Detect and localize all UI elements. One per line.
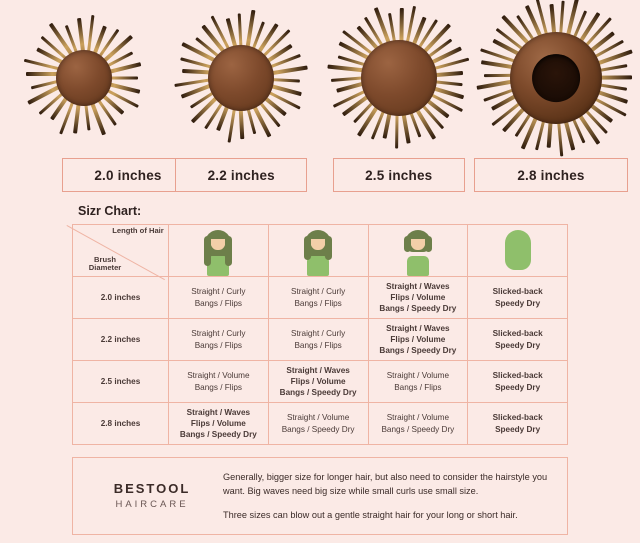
cell-r3-c1 — [268, 403, 368, 445]
very-short-hair-icon — [498, 228, 538, 276]
size-label-text: 2.5 inches — [365, 167, 433, 183]
cell-line: Bangs / Flips — [194, 340, 243, 350]
size-chart-title: Sizr Chart: — [78, 204, 142, 218]
size-label-2-2 — [175, 158, 307, 192]
cell-r1-c3 — [468, 319, 568, 361]
footer-description — [217, 470, 553, 522]
brush-graphic — [176, 13, 306, 143]
cell-line: Straight / Curly — [191, 329, 246, 339]
cell-line: Bangs / Flips — [294, 340, 342, 350]
cell-r2-c1 — [268, 361, 368, 403]
header-hair-long — [169, 225, 269, 277]
cell-line: Flips / Volume — [390, 334, 446, 344]
cell-line: Slicked-back — [492, 329, 543, 339]
brush-image-2-5 — [321, 4, 477, 152]
size-chart-table — [72, 224, 568, 445]
long-hair-icon — [198, 228, 238, 276]
cell-r0-c1 — [268, 277, 368, 319]
cell-r3-c2 — [368, 403, 468, 445]
cell-r2-c0 — [169, 361, 269, 403]
size-label-2-8 — [474, 158, 628, 192]
cell-r0-c2 — [368, 277, 468, 319]
header-corner-cell — [73, 225, 169, 277]
table-body — [73, 277, 568, 445]
cell-r1-c1 — [268, 319, 368, 361]
product-image-row — [0, 0, 640, 196]
brush-graphic — [24, 18, 144, 138]
header-brush-diameter-label: Brush Diameter — [88, 254, 122, 273]
cell-line: Speedy Dry — [495, 382, 541, 392]
brand-tagline: HAIRCARE — [115, 499, 189, 511]
cell-line: Straight / Volume — [386, 371, 450, 381]
size-label-2-5 — [333, 158, 465, 192]
row-label-2-0: 2.0 inches — [73, 277, 169, 319]
table-header-row — [73, 225, 568, 277]
header-hair-short — [368, 225, 468, 277]
cell-line: Straight / Volume — [187, 371, 250, 381]
cell-line: Bangs / Speedy Dry — [379, 304, 457, 314]
size-label-text: 2.2 inches — [207, 167, 275, 183]
row-label-2-5: 2.5 inches — [73, 361, 169, 403]
product-card-2-2 — [164, 4, 320, 192]
brush-image-2-8 — [479, 4, 635, 152]
brush-barrel — [56, 50, 112, 106]
cell-line: Speedy Dry — [495, 298, 541, 308]
cell-line: Bangs / Speedy Dry — [279, 388, 357, 398]
brush-image-2-0 — [6, 4, 162, 152]
table-row — [73, 319, 568, 361]
row-label-2-8: 2.8 inches — [73, 403, 169, 445]
row-label-2-2: 2.2 inches — [73, 319, 169, 361]
cell-line: Straight / Waves — [186, 407, 251, 417]
barrel-hole — [532, 54, 580, 102]
product-card-2-0 — [6, 4, 162, 192]
brush-barrel — [208, 45, 274, 111]
cell-line: Straight / Curly — [291, 329, 346, 339]
cell-line: Speedy Dry — [495, 340, 541, 350]
cell-r1-c2 — [368, 319, 468, 361]
cell-line: Straight / Waves — [286, 365, 350, 375]
header-hair-very-short — [468, 225, 568, 277]
cell-line: Bangs / Speedy Dry — [379, 346, 457, 356]
cell-line: Bangs / Flips — [194, 298, 243, 308]
cell-line: Bangs / Flips — [394, 382, 442, 392]
brush-graphic — [480, 2, 632, 154]
cell-line: Speedy Dry — [495, 424, 541, 434]
cell-r3-c0 — [169, 403, 269, 445]
cell-line: Straight / Waves — [386, 323, 450, 333]
brush-image-2-2 — [164, 4, 320, 152]
cell-line: Bangs / Flips — [294, 298, 342, 308]
table-row — [73, 361, 568, 403]
product-card-2-8 — [479, 4, 635, 192]
brand-block — [87, 481, 217, 510]
cell-r1-c0 — [169, 319, 269, 361]
cell-line: Flips / Volume — [190, 418, 246, 428]
cell-r2-c2 — [368, 361, 468, 403]
product-card-2-5 — [321, 4, 477, 192]
cell-r0-c0 — [169, 277, 269, 319]
brush-barrel — [361, 40, 437, 116]
cell-r2-c3 — [468, 361, 568, 403]
size-label-text: 2.8 inches — [517, 167, 585, 183]
table-row — [73, 403, 568, 445]
footer-note — [72, 457, 568, 535]
cell-line: Flips / Volume — [290, 376, 346, 386]
size-label-text: 2.0 inches — [94, 167, 162, 183]
cell-line: Straight / Curly — [191, 287, 246, 297]
cell-line: Flips / Volume — [390, 292, 446, 302]
cell-r0-c3 — [468, 277, 568, 319]
table-row — [73, 277, 568, 319]
cell-line: Slicked-back — [492, 371, 543, 381]
footer-paragraph-2: Three sizes can blow out a gentle straight hair for your long or short hair. — [223, 509, 518, 520]
medium-hair-icon — [298, 228, 338, 276]
header-hair-medium — [268, 225, 368, 277]
short-hair-icon — [398, 228, 438, 276]
cell-line: Slicked-back — [492, 287, 543, 297]
size-chart-section — [0, 196, 640, 535]
cell-line: Straight / Waves — [386, 281, 450, 291]
header-hair-length-label: Length of Hair — [112, 226, 164, 235]
brush-graphic — [328, 7, 470, 149]
cell-line: Slicked-back — [492, 413, 543, 423]
cell-line: Straight / Volume — [386, 413, 450, 423]
cell-line: Bangs / Flips — [194, 382, 243, 392]
cell-line: Bangs / Speedy Dry — [179, 430, 257, 440]
cell-line: Straight / Volume — [286, 413, 350, 423]
cell-line: Straight / Curly — [291, 287, 346, 297]
cell-r3-c3 — [468, 403, 568, 445]
cell-line: Bangs / Speedy Dry — [381, 424, 455, 434]
footer-paragraph-1: Generally, bigger size for longer hair, but also need to consider the hairstyle you want. Big waves need big size while small curls use small size. — [223, 472, 548, 497]
cell-line: Bangs / Speedy Dry — [281, 424, 355, 434]
brand-name: BESTOOL — [113, 481, 191, 497]
